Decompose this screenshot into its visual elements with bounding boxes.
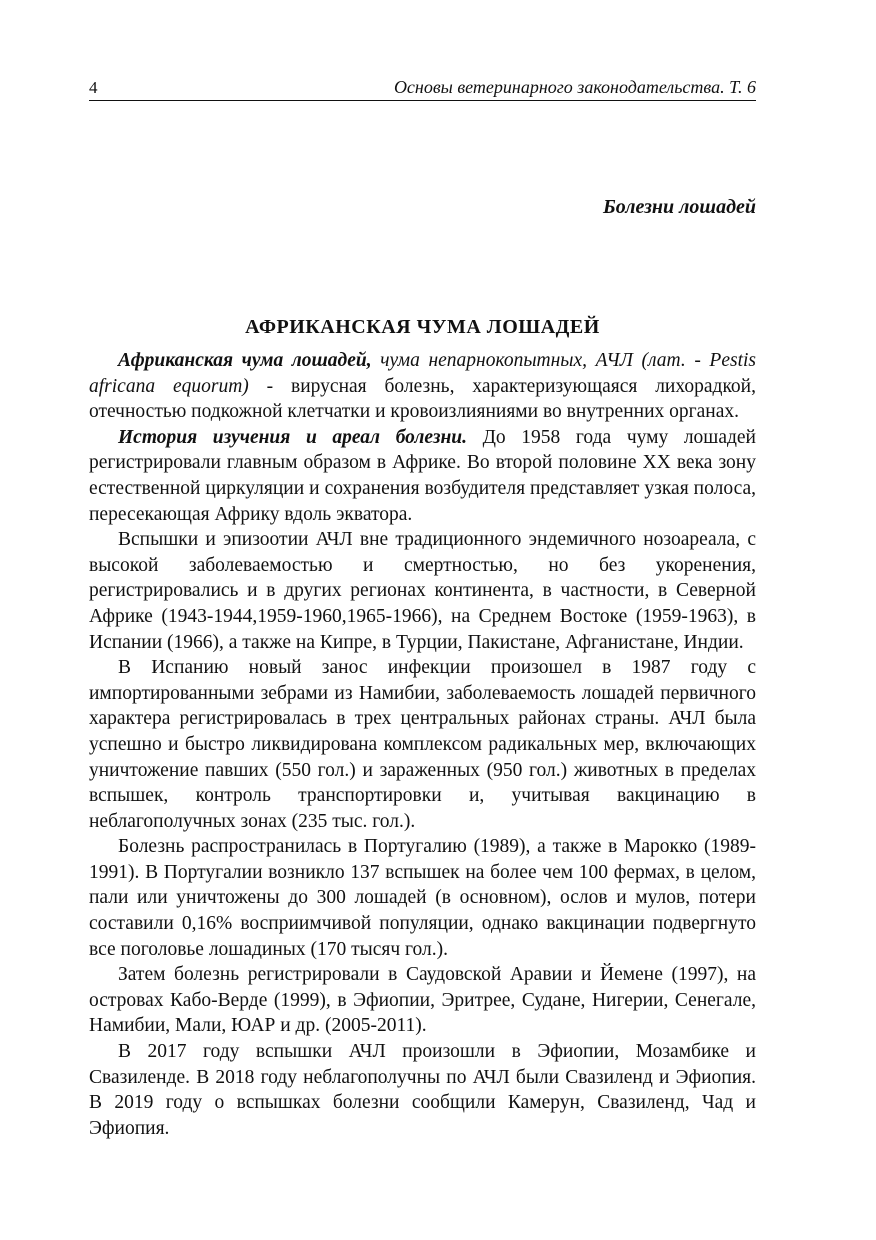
paragraph-portugal: Болезнь распространилась в Португалию (1989), а также в Марокко (1989-1991). В Португалии возникло 137 вспышек на более чем 100 фермах, в целом, пали или уничтожены до 300 лошадей (в основном), ослов и мулов, потери составили 0,16% восприимчивой популяции, однако вакцинации подвергнуто все поголовье лошадиных (170 тысяч гол.). [89, 836, 756, 960]
paragraph-outbreaks: Вспышки и эпизоотии АЧЛ вне традиционного эндемичного нозоареала, с высокой заболеваемостью и смертностью, но без укоренения, регистрировались и в других регионах континента, в частности, в Северной Африке (1943-1944,1959-1960,1965-1966), на Среднем Востоке (1959-1963), в Испании (1966), а также на Кипре, в Турции, Пакистане, Афганистане, Индии. [89, 529, 756, 653]
term-lead: Африканская чума лошадей, [118, 350, 372, 371]
history-lead: История изучения и ареал болезни. [118, 426, 467, 448]
running-title: Основы ветеринарного законодательства. Т. 6 [393, 77, 756, 97]
paragraph-definition [89, 348, 756, 425]
article-body [89, 348, 756, 1141]
article-title: АФРИКАНСКАЯ ЧУМА ЛОШАДЕЙ [245, 316, 600, 338]
paragraph-recent: В 2017 году вспышки АЧЛ произошли в Эфиопии, Мозамбике и Свазиленде. В 2018 году неблагополучны по АЧЛ были Свазиленд и Эфиопия. В 2019 году о вспышках болезни сообщили Камерун, Свазиленд, Чад и Эфиопия. [89, 1041, 756, 1139]
term-synonyms: чума непарнокопытных, АЧЛ (лат. - Pestis africana equorum) [89, 350, 756, 397]
paragraph-text: - вирусная болезнь, характеризующаяся лихорадкой, отечностью подкожной клетчатки и кровоизлияниями во внутренних органах. [89, 375, 756, 423]
paragraph-history [89, 425, 756, 527]
paragraph-text: До 1958 года чуму лошадей регистрировали главным образом в Африке. Во второй половине XX века зону естественной циркуляции и сохранения возбудителя представляет узкая полоса, пересекающая Африку вдоль экватора. [89, 426, 756, 525]
page-header [89, 76, 756, 101]
section-title: Болезни лошадей [603, 196, 756, 218]
paragraph-spain: В Испанию новый занос инфекции произошел в 1987 году с импортированными зебрами из Намибии, заболеваемость лошадей первичного характера регистрировалась в трех центральных районах страны. АЧЛ была успешно и быстро ликвидирована комплексом радикальных мер, включающих уничтожение павших (550 гол.) и зараженных (950 гол.) животных в пределах вспышек, контроль транспортировки и, учитывая вакцинацию в неблагополучных зонах (235 тыс. гол.). [89, 657, 756, 832]
paragraph-later-outbreaks: Затем болезнь регистрировали в Саудовской Аравии и Йемене (1997), на островах Кабо-Верде (1999), в Эфиопии, Эритрее, Судане, Нигерии, Сенегале, Намибии, Мали, ЮАР и др. (2005-2011). [89, 964, 756, 1037]
page-number: 4 [89, 78, 98, 97]
